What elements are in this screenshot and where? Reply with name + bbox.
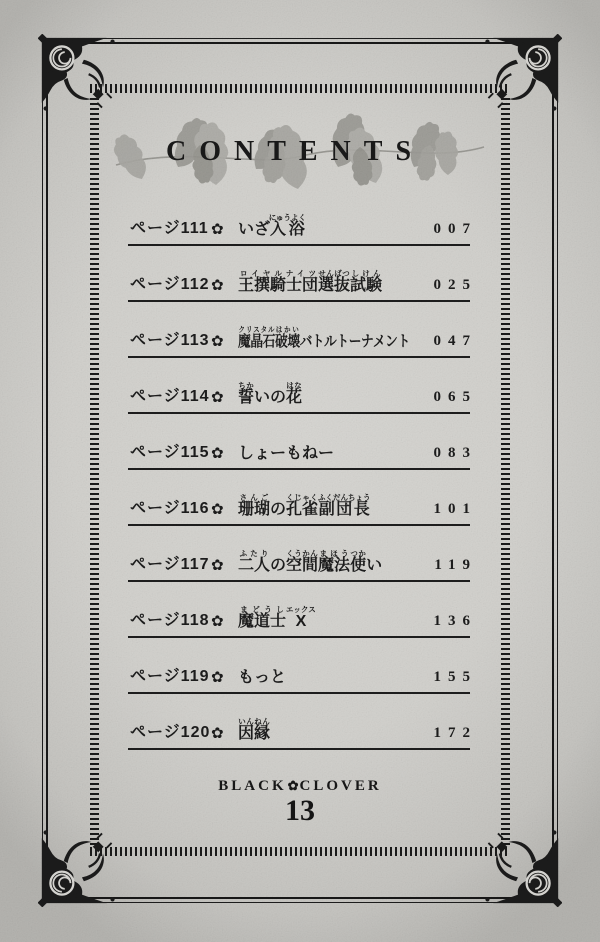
- chapter-title: しょーもねー: [238, 445, 335, 462]
- chapter-title: いざ入浴にゅうよく: [238, 213, 307, 238]
- clover-icon: ✿: [211, 557, 224, 574]
- clover-icon: ✿: [211, 277, 224, 294]
- volume-number: 13: [285, 794, 315, 827]
- series-logo: [0, 778, 600, 795]
- chapter-label: ページ118: [130, 612, 210, 629]
- chapter-page-number: 155: [433, 669, 477, 685]
- chapter-page-number: 047: [433, 333, 477, 349]
- toc-row: [128, 246, 477, 302]
- chapter-title: 因縁いんねん: [238, 717, 271, 742]
- toc-row: [128, 470, 477, 526]
- clover-icon: ✿: [211, 613, 224, 630]
- clover-icon: ✿: [211, 333, 224, 350]
- chapter-title: 魔道士まどうしXエックス: [238, 605, 316, 630]
- toc-row: [128, 694, 477, 750]
- chapter-title: 王撰騎士団ロイヤルナイツ選抜せんばつ試験しけん: [238, 269, 383, 294]
- toc-row: [128, 414, 477, 470]
- chapter-title: 誓ちかいの花はな: [238, 381, 303, 406]
- page-title: CONTENTS: [165, 136, 425, 167]
- clover-icon: ✿: [211, 445, 224, 462]
- clover-icon: ✿: [211, 725, 224, 742]
- chapter-label: ページ117: [130, 556, 210, 573]
- clover-icon: ✿: [211, 501, 224, 518]
- chapter-page-number: 025: [433, 277, 477, 293]
- clover-icon: ✿: [211, 669, 224, 686]
- chapter-label: ページ113: [130, 332, 210, 349]
- chapter-page-number: 065: [433, 389, 477, 405]
- chapter-title: 二人ふたりの空間くうかん魔法まほう使つかい: [238, 549, 383, 574]
- chapter-label: ページ119: [130, 668, 210, 685]
- inner-dashed-border-left: [90, 95, 99, 845]
- chapter-label: ページ115: [130, 444, 210, 461]
- toc-row: [128, 190, 477, 246]
- toc-list: [128, 190, 477, 750]
- inner-dashed-border-bottom: [90, 847, 510, 856]
- clover-icon: ✿: [211, 389, 224, 406]
- chapter-page-number: 101: [433, 501, 477, 517]
- toc-row: [128, 638, 477, 694]
- chapter-title: 魔晶石クリスタル破壊はかいバトルトーナメント: [238, 325, 410, 350]
- chapter-page-number: 007: [433, 221, 477, 237]
- corner-ornament-icon: [38, 821, 124, 907]
- series-logo-left: BLACK: [218, 778, 287, 794]
- toc-row: [128, 358, 477, 414]
- chapter-page-number: 172: [433, 725, 477, 741]
- toc-row: [128, 302, 477, 358]
- chapter-label: ページ112: [130, 276, 210, 293]
- clover-icon: ✿: [287, 778, 299, 793]
- chapter-label: ページ120: [130, 724, 211, 741]
- chapter-page-number: 119: [434, 557, 477, 573]
- clover-icon: ✿: [211, 221, 224, 238]
- toc-row: [128, 526, 477, 582]
- chapter-label: ページ114: [130, 388, 210, 405]
- inner-dashed-border-right: [501, 95, 510, 845]
- chapter-page-number: 083: [433, 445, 477, 461]
- corner-ornament-icon: [476, 821, 562, 907]
- chapter-page-number: 136: [433, 613, 477, 629]
- inner-dashed-border-top: [90, 84, 510, 93]
- chapter-label: ページ116: [130, 500, 210, 517]
- chapter-label: ページ111: [130, 220, 209, 237]
- chapter-title: もっと: [238, 669, 287, 686]
- toc-row: [128, 582, 477, 638]
- chapter-title: 珊瑚さんごの孔雀くじゃく副団長ふくだんちょう: [238, 493, 371, 518]
- series-logo-right: CLOVER: [299, 778, 382, 794]
